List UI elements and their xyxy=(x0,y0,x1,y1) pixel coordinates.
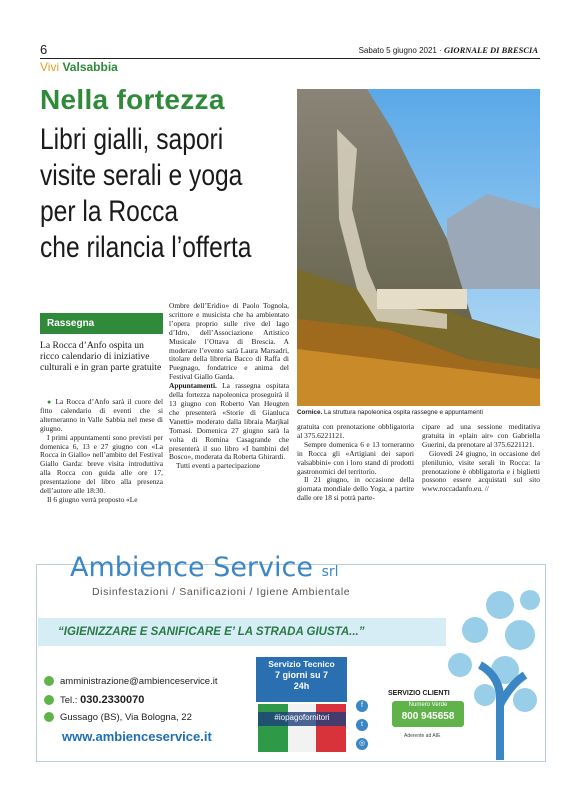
page-number: 6 xyxy=(40,42,48,57)
email-icon xyxy=(44,676,54,686)
section-name: Valsabbia xyxy=(62,60,118,74)
ad-address xyxy=(44,712,192,723)
servizio-line: 24h xyxy=(293,681,310,691)
servizio-clienti-label: SERVIZIO CLIENTI xyxy=(388,690,450,697)
paragraph: Giovedì 24 giugno, in occasione del plenilunio, visite serali in Rocca: la prenotazione è obbligatoria e i biglietti possono essere acquistati sul sito www.roccadanfo.eu. // xyxy=(422,448,540,494)
article-summary: La Rocca d’Anfo ospita un ricco calendario di iniziative culturali e in gran parte gratuite xyxy=(40,340,162,373)
fortress-photo xyxy=(297,89,540,406)
numero-verde-label: Numero Verde xyxy=(408,702,448,708)
ad-subtitle: Disinfestazioni / Sanificazioni / Igiene Ambientale xyxy=(92,586,351,598)
bullet-icon: ● xyxy=(47,398,53,406)
newspaper-name: GIORNALE DI BRESCIA xyxy=(443,45,538,55)
paragraph-text: La Rocca d’Anfo sarà il cuore del fitto calendario di eventi che si alterneranno in Valle Sabbia nel mese di giugno. xyxy=(40,397,163,433)
paragraph: I primi appuntamenti sono previsti per domenica 6, 13 e 27 giugno con «La Rocca in Giallo» nell’ambito del Festival Giallo Garda: breve visita introduttiva alla Rocca con guida alle ore 17, presentazione del libro alla presenza dell’autore alle 18:30. xyxy=(40,432,163,496)
paragraph: Ombre dell’Eridio» di Paolo Tognola, scrittore e musicista che ha ambientato l’opera proprio sulle rive del lago d’Idro, dell’Associazione Artistico Musicale l’Ottava di Brescia. A moderare l’evento sarà Laura Marsadri, titolare della libreria Bacco di Raffa di Puegnago, fondatrice e anima del Festival Giallo Garda. xyxy=(169,301,289,382)
header-rule xyxy=(40,58,540,59)
issue-date: Sabato 5 giugno 2021 · GIORNALE DI BRESCIA xyxy=(358,45,538,55)
photo-caption xyxy=(297,409,542,416)
paragraph xyxy=(40,398,163,434)
aderente-label: Aderente ad AIE xyxy=(404,733,441,739)
article-headline xyxy=(40,122,286,266)
paragraph: cipare ad una sessione meditativa gratuita in «plain air» con Gabriella Guerini, da prenotare al 375.6221121. xyxy=(422,422,540,449)
tree-logo-icon xyxy=(430,575,545,760)
brand-suffix: srl xyxy=(321,564,339,580)
text-column-3 xyxy=(297,423,414,503)
article-kicker: Nella fortezza xyxy=(40,84,225,115)
headline-line: visite serali e yoga xyxy=(40,159,243,192)
flag-hashtag: #iopagofornitori xyxy=(274,713,330,722)
ad-website[interactable]: www.ambienceservice.it xyxy=(62,729,212,744)
paragraph: Sempre domenica 6 e 13 torneranno in Rocca gli «Artigiani dei sapori valsabbini» con i loro stand di prodotti gastronomici del territorio. xyxy=(297,439,414,476)
paragraph: gratuita con prenotazione obbligatoria al 375.6221121. xyxy=(297,422,414,440)
caption-text: La struttura napoleonica ospita rassegne e appuntamenti xyxy=(322,409,483,416)
ad-email[interactable] xyxy=(44,676,217,687)
subhead: Appuntamenti. xyxy=(169,381,217,391)
email-text: amministrazione@ambienceservice.it xyxy=(60,676,218,687)
text-column-1 xyxy=(40,398,163,505)
brand-name: Ambience Service xyxy=(70,552,313,583)
phone-icon xyxy=(44,695,54,705)
text-column-2 xyxy=(169,302,289,471)
facebook-icon[interactable]: f xyxy=(356,700,368,712)
rassegna-label: Rassegna xyxy=(40,313,163,334)
paragraph: Il 6 giugno verrà proposto «Le xyxy=(47,494,138,504)
address-text: Gussago (BS), Via Bologna, 22 xyxy=(60,712,192,723)
paragraph: Tutti eventi a partecipazione xyxy=(176,461,261,471)
paragraph: Il 21 giugno, in occasione della giornata mondiale dello Yoga, a partire dalle ore 18 si potrà parte- xyxy=(297,475,414,503)
servizio-line: 7 giorni su 7 xyxy=(274,670,328,680)
tel-number: 030.2330070 xyxy=(80,694,145,706)
date-text: Sabato 5 giugno 2021 xyxy=(358,46,437,55)
paragraph-text: La rassegna ospitata della fortezza napoleonica proseguirà il 13 giugno con Roberto Van Heugten che presenterà «Storie di Gianluca Vanetti» moderato dalla libraia Marjkal Tomasi. Domenica 27 giugno sarà la volta di Romina Casagrande che presenterà il suo libro «I bambini del Bosco», moderata da Roberta Ghirardi. xyxy=(169,381,289,462)
ad-slogan: “IGIENIZZARE E SANIFICARE E’ LA STRADA GIUSTA...” xyxy=(38,618,446,646)
caption-bold: Cornice. xyxy=(297,409,323,416)
text-column-4 xyxy=(422,423,540,494)
headline-line: che rilancia l’offerta xyxy=(40,231,252,264)
numero-verde-box[interactable] xyxy=(392,701,464,727)
paragraph xyxy=(169,382,289,462)
numero-verde-number: 800 945658 xyxy=(401,711,455,722)
italian-flag-icon xyxy=(258,704,346,752)
section-vivi: Vivi xyxy=(40,60,60,74)
ad-phone[interactable] xyxy=(44,694,144,706)
instagram-icon[interactable]: ◎ xyxy=(356,738,368,750)
tel-label: Tel.: xyxy=(60,695,78,706)
headline-line: Libri gialli, sapori xyxy=(40,123,224,156)
section-label xyxy=(40,60,118,74)
ad-brand xyxy=(70,552,339,583)
twitter-icon[interactable]: t xyxy=(356,719,368,731)
home-icon xyxy=(44,712,54,722)
headline-line: per la Rocca xyxy=(40,195,179,228)
servizio-line: Servizio Tecnico xyxy=(268,659,335,669)
servizio-tecnico-box xyxy=(256,657,347,702)
